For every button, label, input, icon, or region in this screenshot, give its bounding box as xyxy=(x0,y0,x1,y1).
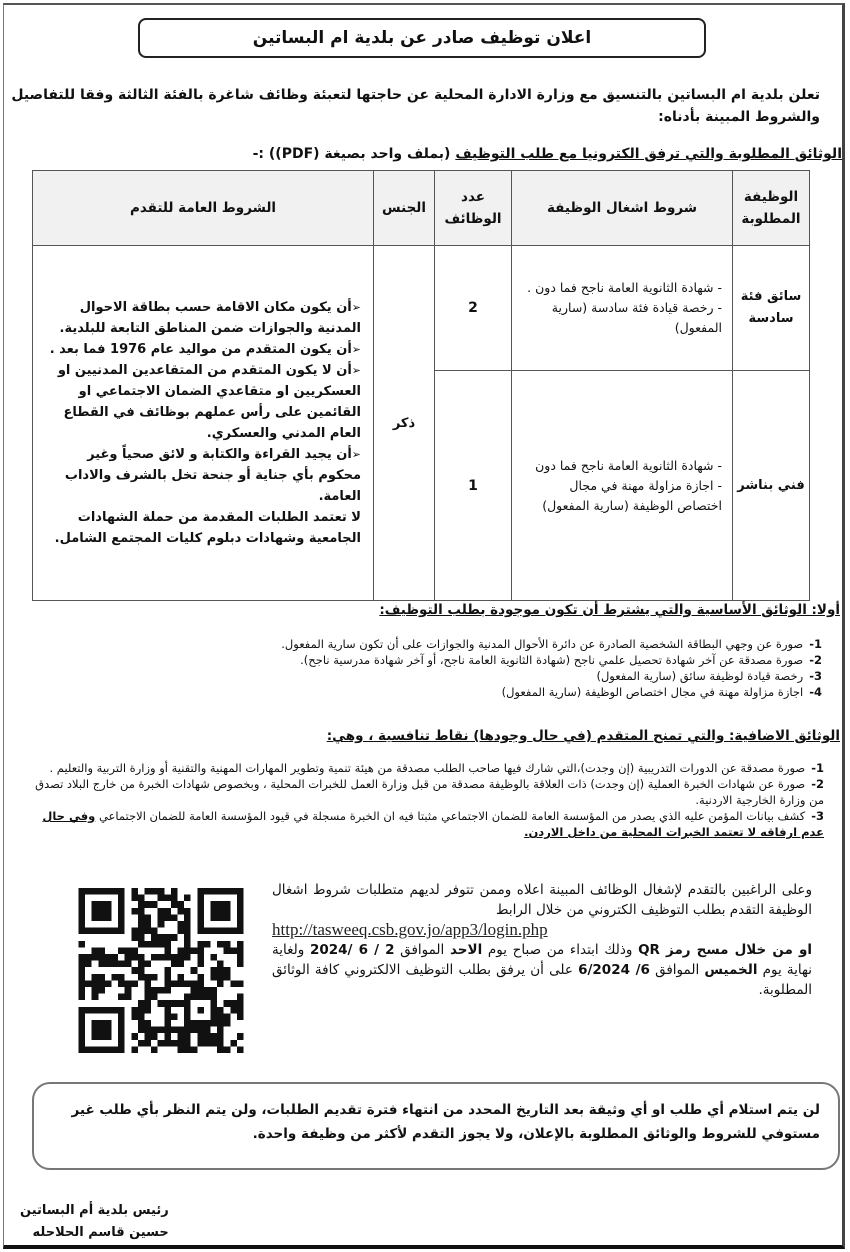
end-day: الخميس xyxy=(704,962,758,978)
signature xyxy=(20,1200,169,1244)
jobs-table xyxy=(32,170,810,601)
signature-name: حسين قاسم الحلاحله xyxy=(32,1225,169,1240)
header-general-conditions: الشروط العامة للتقدم xyxy=(33,171,374,246)
signature-role: رئيس بلدية أم البساتين xyxy=(20,1203,169,1218)
start-day: الاحد xyxy=(449,942,483,958)
header-count: عدد الوظائف xyxy=(435,171,512,246)
job-title: سائق فئة سادسة xyxy=(733,246,810,371)
basic-docs-list xyxy=(190,636,822,700)
header-gender: الجنس xyxy=(374,171,435,246)
condition-item: - شهادة الثانوية العامة ناجح فما دون xyxy=(522,456,722,476)
list-item: 1-صورة عن وجهي البطاقة الشخصية الصادرة عن دائرة الأحوال المدنية والجوازات على أن تكون سارية المفعول. xyxy=(281,637,822,651)
job-conditions xyxy=(512,246,733,371)
header-job: الوظيفة المطلوبة xyxy=(733,171,810,246)
qr-prefix: او من خلال مسح رمز xyxy=(659,942,812,958)
apply-text: وعلى الراغبين بالتقدم لإشغال الوظائف المبينة اعلاه وممن تتوفر لديهم متطلبات شروط اشغال الوظيفة التقدم بطلب التوظيف الكتروني من خلال الرابط xyxy=(272,882,812,918)
required-docs-heading-rest: (بملف واحد بصيغة (PDF)) :- xyxy=(252,146,456,162)
general-condition-item: ➢ أن لا يكون المتقدم من المتقاعدين المدنيين او العسكريين او متقاعدي الضمان الاجتماعي او القائمين على رأس عملهم بوظائف في القطاع العام المدني والعسكري. xyxy=(45,360,361,444)
application-link[interactable]: http://tasweeq.csb.gov.jo/app3/login.php xyxy=(272,920,548,939)
qr-code-icon xyxy=(66,888,256,1053)
schedule-text: الموافق xyxy=(394,942,450,958)
list-item: 4-اجازة مزاولة مهنة في مجال اختصاص الوظيفة (سارية المفعول) xyxy=(501,685,822,699)
required-docs-heading xyxy=(220,146,842,162)
extra-docs-heading: الوثائق الاضافية: والتي تمنح المتقدم (في حال وجودها) نقاط تنافسية ، وهي: xyxy=(326,728,840,744)
notice-text: لن يتم استلام أي طلب او أي وثيقة بعد التاريخ المحدد من انتهاء فترة تقديم الطلبات، ولن يتم النظر بأي طلب غير مستوفي للشروط والوثائق المطلوبة بالإعلان، ولا يجوز التقدم لأكثر من وظيفة واحدة. xyxy=(71,1102,820,1142)
schedule-text: وذلك ابتداء من صباح يوم xyxy=(482,942,639,958)
required-docs-heading-underlined: الوثائق المطلوبة والتي ترفق الكترونيا مع طلب التوظيف xyxy=(455,146,842,162)
schedule-text: على أن يرفق بطلب التوظيف الالكتروني كافة الوثائق المطلوبة. xyxy=(272,962,812,998)
general-note: لا تعتمد الطلبات المقدمة من حملة الشهادات الجامعية وشهادات دبلوم كليات المجتمع الشامل. xyxy=(54,510,361,546)
job-title: فني بناشر xyxy=(733,371,810,601)
start-date: 2 / 6 /2024 xyxy=(309,942,395,958)
list-item: 3-كشف بيانات المؤمن عليه الذي يصدر من المؤسسة العامة للضمان الاجتماعي مثبتا فيه ان الخبرة مسجلة في قيود المؤسسة العامة للضمان الاجتماعي وفي حال عدم ارفاقه لا تعتمد الخبرات المحلية من داخل الاردن. xyxy=(42,809,824,839)
list-item: 2-صورة مصدقة عن آخر شهادة تحصيل علمي ناجح (شهادة الثانوية العامة ناجح، أو آخر شهادة مدرسية ناجح). xyxy=(300,653,822,667)
extra-docs-list xyxy=(18,760,824,840)
qr-label: QR xyxy=(638,942,660,958)
job-count: 2 xyxy=(435,246,512,371)
announcement-title xyxy=(138,18,706,58)
general-condition-item: ➢ أن يكون المتقدم من مواليد عام 1976 فما بعد . xyxy=(45,339,361,360)
end-date: 6/ 6/2024 xyxy=(578,962,650,978)
header-conditions: شروط اشغال الوظيفة xyxy=(512,171,733,246)
schedule-text: الموافق xyxy=(649,962,705,978)
job-count: 1 xyxy=(435,371,512,601)
basic-docs-heading: أولا: الوثائق الأساسية والتي يشترط أن تكون موجودة بطلب التوظيف: xyxy=(379,602,840,618)
table-row xyxy=(33,246,810,371)
general-conditions xyxy=(33,246,374,601)
condition-item: - شهادة الثانوية العامة ناجح فما دون . xyxy=(522,278,722,298)
intro-paragraph: تعلن بلدية ام البساتين بالتنسيق مع وزارة الادارة المحلية عن حاجتها لتعبئة وظائف شاغرة بالفئة الثالثة وفقا للتفاصيل والشروط المبينة بأدناه: xyxy=(11,87,820,125)
schedule-text: ولغاية نهاية يوم xyxy=(272,942,813,978)
gender: ذكر xyxy=(374,246,435,601)
list-item: 1-صورة مصدقة عن الدورات التدريبية (إن وجدت)،التي شارك فيها صاحب الطلب مصدقة من هيئة تنمية وتطوير المهارات المهنية والتقنية أو وزارة التربية والتعليم . xyxy=(49,761,824,775)
general-condition-item: ➢ أن يجيد القراءة والكتابة و لائق صحياً وغير محكوم بأي جناية أو جنحة تخل بالشرف والاداب العامة. xyxy=(45,444,361,507)
list-item: 2-صورة عن شهادات الخبرة العملية (إن وجدت) ذات العلاقة بالوظيفة مصدقة من قبل وزارة العمل للخبرات المحلية ، وبخصوص شهادات الخبرة من خارج البلاد تصدق من وزارة الخارجية الاردنية. xyxy=(35,777,824,807)
title-text: اعلان توظيف صادر عن بلدية ام البساتين xyxy=(252,28,592,48)
table-header-row xyxy=(33,171,810,246)
list-item: 3-رخصة قيادة لوظيفة سائق (سارية المفعول) xyxy=(596,669,822,683)
apply-instructions xyxy=(272,880,812,1000)
job-conditions xyxy=(512,371,733,601)
condition-item: - اجازة مزاولة مهنة في مجال اختصاص الوظيفة (سارية المفعول) xyxy=(522,476,722,516)
notice-box xyxy=(32,1082,840,1170)
general-condition-item: ➢ أن يكون مكان الاقامة حسب بطاقة الاحوال المدنية والجوازات ضمن المناطق التابعة للبلدية. xyxy=(45,297,361,339)
condition-item: - رخصة قيادة فئة سادسة (سارية المفعول) xyxy=(522,298,722,338)
